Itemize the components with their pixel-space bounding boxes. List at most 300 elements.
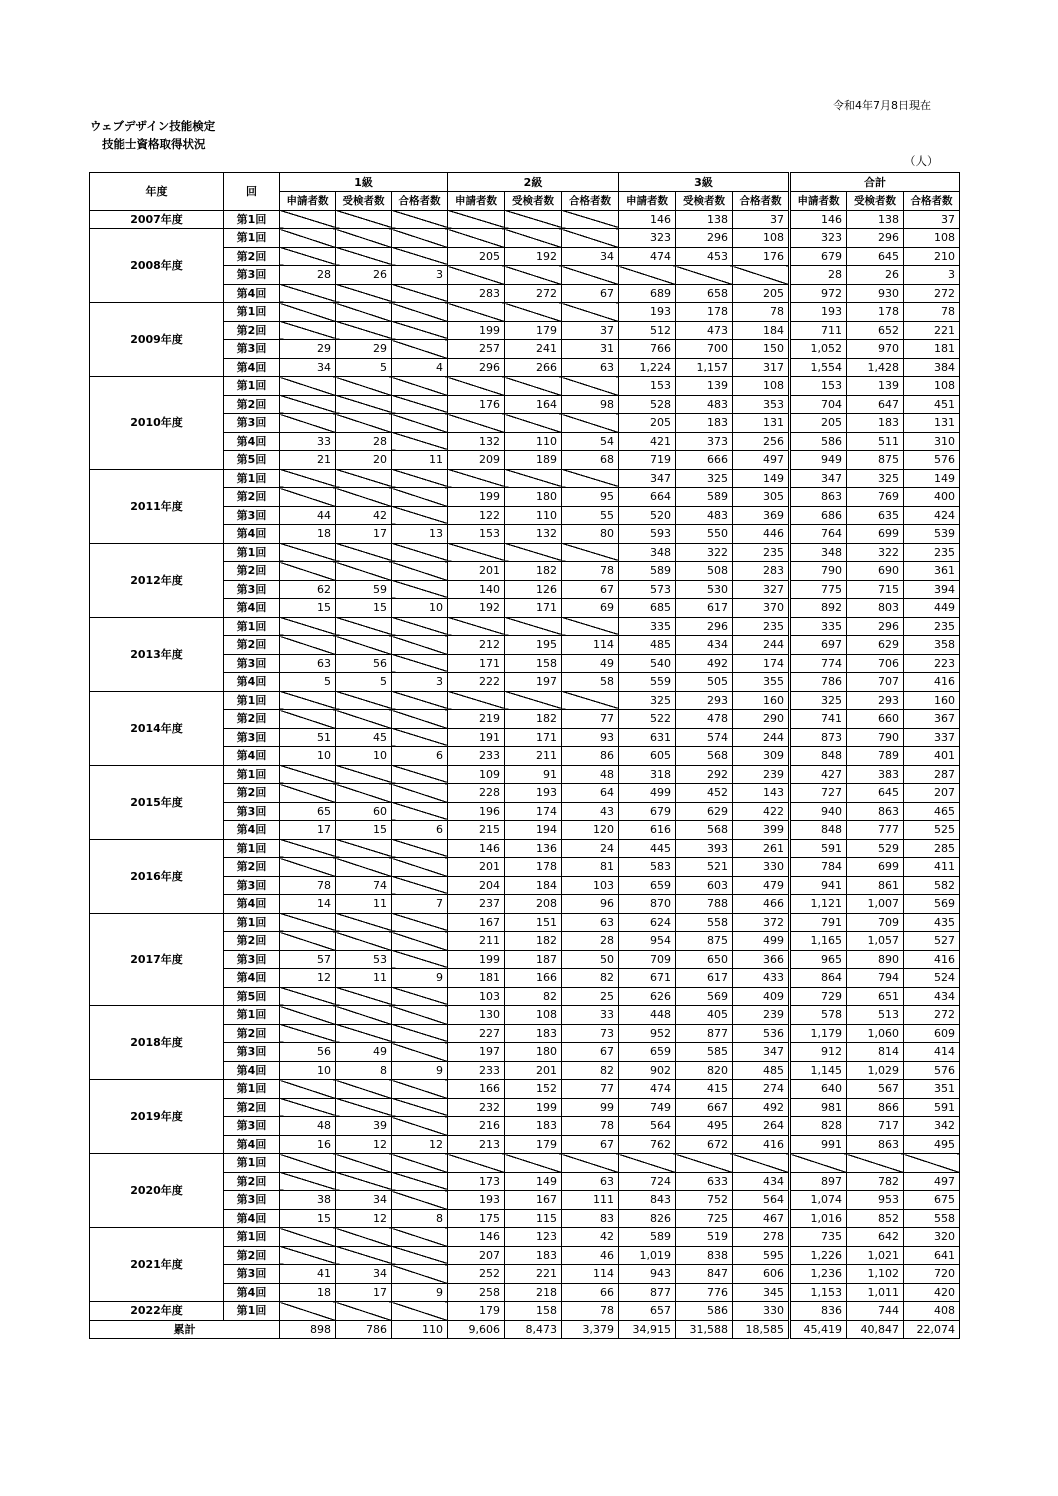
not-applicable-cell (676, 1154, 733, 1173)
value-cell: 189 (505, 451, 562, 470)
value-cell: 659 (619, 1043, 676, 1062)
not-applicable-cell (392, 284, 448, 303)
value-cell: 675 (904, 1191, 960, 1210)
value-cell: 12 (392, 1135, 448, 1154)
value-cell: 814 (847, 1043, 904, 1062)
table-row (90, 1228, 960, 1247)
value-cell: 981 (790, 1098, 847, 1117)
document-title: ウェブデザイン技能検定 (90, 119, 216, 133)
value-cell: 78 (280, 876, 336, 895)
value-cell: 132 (505, 525, 562, 544)
value-cell: 278 (733, 1228, 790, 1247)
value-cell: 183 (505, 1024, 562, 1043)
value-cell: 836 (790, 1302, 847, 1321)
value-cell: 725 (676, 1209, 733, 1228)
value-cell: 659 (619, 876, 676, 895)
value-cell: 564 (619, 1117, 676, 1136)
value-cell: 586 (790, 432, 847, 451)
value-cell: 952 (619, 1024, 676, 1043)
not-applicable-cell (392, 488, 448, 507)
not-applicable-cell (562, 543, 619, 562)
value-cell: 20 (336, 451, 392, 470)
value-cell: 576 (904, 1061, 960, 1080)
value-cell: 784 (790, 858, 847, 877)
value-cell: 174 (505, 802, 562, 821)
not-applicable-cell (505, 266, 562, 285)
total-value-cell: 786 (336, 1320, 392, 1339)
not-applicable-cell (336, 303, 392, 322)
value-cell: 10 (336, 747, 392, 766)
value-cell: 45 (336, 728, 392, 747)
not-applicable-cell (392, 1080, 448, 1099)
value-cell: 210 (904, 247, 960, 266)
value-cell: 290 (733, 710, 790, 729)
value-cell: 1,179 (790, 1024, 847, 1043)
value-cell: 522 (619, 710, 676, 729)
value-cell: 704 (790, 395, 847, 414)
value-cell: 208 (505, 895, 562, 914)
value-cell: 890 (847, 950, 904, 969)
value-cell: 322 (847, 543, 904, 562)
value-cell: 640 (790, 1080, 847, 1099)
value-cell: 235 (733, 543, 790, 562)
value-cell: 17 (336, 1283, 392, 1302)
not-applicable-cell (336, 562, 392, 581)
not-applicable-cell (392, 710, 448, 729)
value-cell: 239 (733, 1006, 790, 1025)
round-cell: 第1回 (224, 1228, 280, 1247)
not-applicable-cell (392, 950, 448, 969)
value-cell: 393 (676, 839, 733, 858)
not-applicable-cell (392, 580, 448, 599)
not-applicable-cell (448, 377, 505, 396)
value-cell: 6 (392, 821, 448, 840)
round-cell: 第4回 (224, 747, 280, 766)
not-applicable-cell (280, 784, 336, 803)
value-cell: 764 (790, 525, 847, 544)
not-applicable-cell (280, 414, 336, 433)
value-cell: 115 (505, 1209, 562, 1228)
value-cell: 616 (619, 821, 676, 840)
value-cell: 223 (904, 654, 960, 673)
table-row (90, 543, 960, 562)
not-applicable-cell (392, 1098, 448, 1117)
value-cell: 205 (619, 414, 676, 433)
value-cell: 539 (904, 525, 960, 544)
round-cell: 第3回 (224, 340, 280, 359)
not-applicable-cell (336, 1302, 392, 1321)
value-cell: 877 (676, 1024, 733, 1043)
subheader-cell: 合格者数 (562, 192, 619, 211)
value-cell: 348 (790, 543, 847, 562)
value-cell: 582 (904, 876, 960, 895)
table-row (90, 303, 960, 322)
round-cell: 第1回 (224, 913, 280, 932)
round-cell: 第4回 (224, 969, 280, 988)
value-cell: 513 (847, 1006, 904, 1025)
value-cell: 176 (448, 395, 505, 414)
round-cell: 第4回 (224, 1209, 280, 1228)
value-cell: 1,074 (790, 1191, 847, 1210)
value-cell: 62 (280, 580, 336, 599)
value-cell: 182 (505, 710, 562, 729)
value-cell: 192 (505, 247, 562, 266)
not-applicable-cell (619, 266, 676, 285)
value-cell: 1,145 (790, 1061, 847, 1080)
value-cell: 60 (336, 802, 392, 821)
round-cell: 第1回 (224, 1080, 280, 1099)
subheader-cell: 合格者数 (733, 192, 790, 211)
value-cell: 631 (619, 728, 676, 747)
round-cell: 第3回 (224, 266, 280, 285)
round-cell: 第2回 (224, 247, 280, 266)
value-cell: 17 (280, 821, 336, 840)
round-cell: 第1回 (224, 303, 280, 322)
not-applicable-cell (392, 469, 448, 488)
not-applicable-cell (336, 765, 392, 784)
value-cell: 574 (676, 728, 733, 747)
value-cell: 235 (904, 617, 960, 636)
value-cell: 564 (733, 1191, 790, 1210)
value-cell: 77 (562, 710, 619, 729)
round-cell: 第4回 (224, 1283, 280, 1302)
value-cell: 679 (790, 247, 847, 266)
not-applicable-cell (280, 469, 336, 488)
value-cell: 335 (619, 617, 676, 636)
value-cell: 193 (619, 303, 676, 322)
round-cell: 第1回 (224, 839, 280, 858)
value-cell: 609 (904, 1024, 960, 1043)
value-cell: 272 (904, 1006, 960, 1025)
round-cell: 第3回 (224, 1265, 280, 1284)
table-row (90, 765, 960, 784)
value-cell: 586 (676, 1302, 733, 1321)
value-cell: 218 (505, 1283, 562, 1302)
value-cell: 752 (676, 1191, 733, 1210)
value-cell: 111 (562, 1191, 619, 1210)
value-cell: 183 (847, 414, 904, 433)
not-applicable-cell (336, 1228, 392, 1247)
round-cell: 第2回 (224, 932, 280, 951)
value-cell: 1,428 (847, 358, 904, 377)
value-cell: 415 (676, 1080, 733, 1099)
value-cell: 870 (619, 895, 676, 914)
not-applicable-cell (392, 321, 448, 340)
value-cell: 466 (733, 895, 790, 914)
value-cell: 233 (448, 1061, 505, 1080)
value-cell: 941 (790, 876, 847, 895)
value-cell: 828 (790, 1117, 847, 1136)
value-cell: 348 (619, 543, 676, 562)
value-cell: 671 (619, 969, 676, 988)
not-applicable-cell (336, 1172, 392, 1191)
value-cell: 558 (904, 1209, 960, 1228)
value-cell: 826 (619, 1209, 676, 1228)
not-applicable-cell (619, 1154, 676, 1173)
value-cell: 213 (448, 1135, 505, 1154)
not-applicable-cell (392, 1265, 448, 1284)
round-cell: 第1回 (224, 1302, 280, 1321)
value-cell: 153 (619, 377, 676, 396)
value-cell: 706 (847, 654, 904, 673)
value-cell: 775 (790, 580, 847, 599)
value-cell: 679 (619, 802, 676, 821)
value-cell: 715 (847, 580, 904, 599)
table-row (90, 210, 960, 229)
value-cell: 153 (790, 377, 847, 396)
value-cell: 166 (448, 1080, 505, 1099)
value-cell: 64 (562, 784, 619, 803)
total-value-cell: 9,606 (448, 1320, 505, 1339)
value-cell: 232 (448, 1098, 505, 1117)
value-cell: 697 (790, 636, 847, 655)
round-cell: 第1回 (224, 765, 280, 784)
round-cell: 第2回 (224, 488, 280, 507)
not-applicable-cell (392, 562, 448, 581)
value-cell: 322 (676, 543, 733, 562)
not-applicable-cell (505, 691, 562, 710)
value-cell: 201 (448, 562, 505, 581)
value-cell: 3 (904, 266, 960, 285)
value-cell: 320 (904, 1228, 960, 1247)
subheader-cell: 申請者数 (448, 192, 505, 211)
not-applicable-cell (562, 303, 619, 322)
value-cell: 483 (676, 395, 733, 414)
value-cell: 143 (733, 784, 790, 803)
not-applicable-cell (280, 765, 336, 784)
value-cell: 239 (733, 765, 790, 784)
value-cell: 103 (562, 876, 619, 895)
value-cell: 140 (448, 580, 505, 599)
value-cell: 67 (562, 1135, 619, 1154)
value-cell: 176 (733, 247, 790, 266)
value-cell: 257 (448, 340, 505, 359)
value-cell: 589 (676, 488, 733, 507)
value-cell: 130 (448, 1006, 505, 1025)
value-cell: 1,029 (847, 1061, 904, 1080)
value-cell: 28 (280, 266, 336, 285)
round-cell: 第3回 (224, 802, 280, 821)
value-cell: 345 (733, 1283, 790, 1302)
value-cell: 744 (847, 1302, 904, 1321)
not-applicable-cell (280, 1246, 336, 1265)
value-cell: 530 (676, 580, 733, 599)
value-cell: 103 (448, 987, 505, 1006)
value-cell: 467 (733, 1209, 790, 1228)
year-cell: 2015年度 (90, 765, 224, 839)
not-applicable-cell (392, 858, 448, 877)
round-cell: 第4回 (224, 1061, 280, 1080)
not-applicable-cell (336, 987, 392, 1006)
not-applicable-cell (336, 932, 392, 951)
year-cell: 2019年度 (90, 1080, 224, 1154)
value-cell: 940 (790, 802, 847, 821)
value-cell: 954 (619, 932, 676, 951)
value-cell: 777 (847, 821, 904, 840)
value-cell: 497 (733, 451, 790, 470)
value-cell: 1,157 (676, 358, 733, 377)
round-cell: 第1回 (224, 377, 280, 396)
value-cell: 991 (790, 1135, 847, 1154)
value-cell: 641 (904, 1246, 960, 1265)
value-cell: 244 (733, 636, 790, 655)
value-cell: 34 (280, 358, 336, 377)
not-applicable-cell (280, 229, 336, 248)
table-row (90, 1006, 960, 1025)
value-cell: 972 (790, 284, 847, 303)
value-cell: 949 (790, 451, 847, 470)
value-cell: 347 (790, 469, 847, 488)
value-cell: 228 (448, 784, 505, 803)
not-applicable-cell (336, 229, 392, 248)
value-cell: 180 (505, 488, 562, 507)
value-cell: 479 (733, 876, 790, 895)
value-cell: 34 (336, 1191, 392, 1210)
value-cell: 110 (505, 432, 562, 451)
value-cell: 167 (505, 1191, 562, 1210)
value-cell: 652 (847, 321, 904, 340)
value-cell: 235 (904, 543, 960, 562)
total-value-cell: 22,074 (904, 1320, 960, 1339)
value-cell: 146 (448, 1228, 505, 1247)
value-cell: 82 (562, 1061, 619, 1080)
round-cell: 第4回 (224, 284, 280, 303)
year-cell: 2013年度 (90, 617, 224, 691)
not-applicable-cell (392, 784, 448, 803)
value-cell: 629 (847, 636, 904, 655)
value-cell: 451 (904, 395, 960, 414)
value-cell: 123 (505, 1228, 562, 1247)
value-cell: 42 (562, 1228, 619, 1247)
value-cell: 93 (562, 728, 619, 747)
not-applicable-cell (336, 1024, 392, 1043)
value-cell: 435 (904, 913, 960, 932)
value-cell: 12 (336, 1135, 392, 1154)
not-applicable-cell (280, 284, 336, 303)
not-applicable-cell (790, 1154, 847, 1173)
value-cell: 283 (733, 562, 790, 581)
value-cell: 422 (733, 802, 790, 821)
value-cell: 68 (562, 451, 619, 470)
value-cell: 400 (904, 488, 960, 507)
value-cell: 317 (733, 358, 790, 377)
year-cell: 2010年度 (90, 377, 224, 470)
not-applicable-cell (336, 1080, 392, 1099)
total-value-cell: 31,588 (676, 1320, 733, 1339)
value-cell: 184 (733, 321, 790, 340)
as-of-date: 令和4年7月8日現在 (833, 99, 931, 112)
value-cell: 508 (676, 562, 733, 581)
value-cell: 558 (676, 913, 733, 932)
value-cell: 409 (733, 987, 790, 1006)
value-cell: 512 (619, 321, 676, 340)
table-row (90, 1080, 960, 1099)
value-cell: 361 (904, 562, 960, 581)
value-cell: 49 (562, 654, 619, 673)
not-applicable-cell (562, 210, 619, 229)
value-cell: 769 (847, 488, 904, 507)
value-cell: 559 (619, 673, 676, 692)
value-cell: 664 (619, 488, 676, 507)
value-cell: 3 (392, 673, 448, 692)
value-cell: 520 (619, 506, 676, 525)
value-cell: 194 (505, 821, 562, 840)
value-cell: 1,102 (847, 1265, 904, 1284)
value-cell: 843 (619, 1191, 676, 1210)
value-cell: 766 (619, 340, 676, 359)
value-cell: 657 (619, 1302, 676, 1321)
not-applicable-cell (392, 303, 448, 322)
not-applicable-cell (392, 1302, 448, 1321)
value-cell: 77 (562, 1080, 619, 1099)
not-applicable-cell (336, 543, 392, 562)
total-value-cell: 898 (280, 1320, 336, 1339)
value-cell: 416 (904, 673, 960, 692)
value-cell: 193 (790, 303, 847, 322)
round-cell: 第4回 (224, 432, 280, 451)
value-cell: 296 (676, 617, 733, 636)
value-cell: 153 (448, 525, 505, 544)
value-cell: 711 (790, 321, 847, 340)
value-cell: 237 (448, 895, 505, 914)
not-applicable-cell (562, 1154, 619, 1173)
not-applicable-cell (392, 395, 448, 414)
round-cell: 第3回 (224, 1043, 280, 1062)
not-applicable-cell (505, 617, 562, 636)
not-applicable-cell (392, 617, 448, 636)
value-cell: 325 (676, 469, 733, 488)
value-cell: 427 (790, 765, 847, 784)
not-applicable-cell (392, 728, 448, 747)
value-cell: 394 (904, 580, 960, 599)
value-cell: 310 (904, 432, 960, 451)
round-cell: 第2回 (224, 562, 280, 581)
value-cell: 1,016 (790, 1209, 847, 1228)
not-applicable-cell (562, 414, 619, 433)
value-cell: 667 (676, 1098, 733, 1117)
value-cell: 411 (904, 858, 960, 877)
value-cell: 10 (392, 599, 448, 618)
value-cell: 325 (847, 469, 904, 488)
header-grade2: 2級 (448, 173, 619, 192)
value-cell: 568 (676, 747, 733, 766)
value-cell: 524 (904, 969, 960, 988)
value-cell: 729 (790, 987, 847, 1006)
value-cell: 296 (448, 358, 505, 377)
round-cell: 第2回 (224, 858, 280, 877)
header-total: 合計 (790, 173, 960, 192)
not-applicable-cell (562, 691, 619, 710)
value-cell: 10 (280, 747, 336, 766)
value-cell: 335 (790, 617, 847, 636)
value-cell: 67 (562, 580, 619, 599)
header-grade1: 1級 (280, 173, 448, 192)
not-applicable-cell (448, 210, 505, 229)
value-cell: 583 (619, 858, 676, 877)
value-cell: 183 (676, 414, 733, 433)
round-cell: 第1回 (224, 1154, 280, 1173)
value-cell: 309 (733, 747, 790, 766)
value-cell: 342 (904, 1117, 960, 1136)
subheader-cell: 受検者数 (847, 192, 904, 211)
value-cell: 131 (733, 414, 790, 433)
value-cell: 367 (904, 710, 960, 729)
year-cell: 2016年度 (90, 839, 224, 913)
value-cell: 67 (562, 1043, 619, 1062)
not-applicable-cell (280, 1006, 336, 1025)
value-cell: 327 (733, 580, 790, 599)
value-cell: 569 (904, 895, 960, 914)
